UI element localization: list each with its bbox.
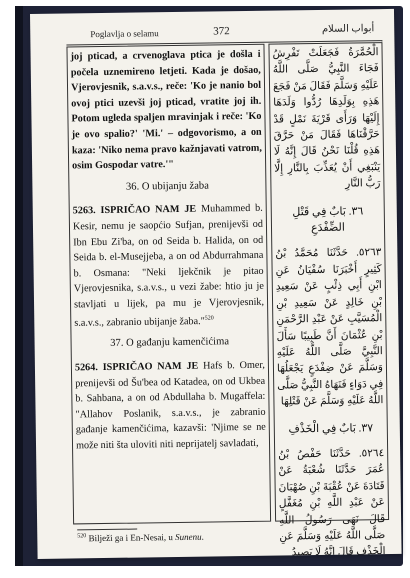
hadith-body: Hafs b. Omer, prenijevši od Šu'bea od Katadea, on od Ukbea b. Sahbana, a on od Abdullaha b. Mugaffela: "Allahov Poslanik, s.a.v.s., je zabranio gađanje kamenčićima, kazavši: 'Njime se ne može niti šta uloviti niti neprijatelj savladati, [75,359,266,452]
footnote-end: . [201,531,204,542]
book-spine [15,6,23,566]
arabic-paragraph-continuation: الْحُمَّرَةُ فَجَعَلَتْ تَفْرِشُ فَجَاءَ النَّبِيُّ صَلَّى اللَّهُ عَلَيْهِ وَسَلَّمَ فَقَالَ مَنْ فَجَعَ هَذِهِ بِوَلَدِهَا رُدُّوا وَلَدَهَا إِلَيْهَا وَرَأَى قَرْيَةَ نَمْلٍ قَدْ حَرَّقْنَاهَا فَقَالَ مَنْ حَرَّقَ هَذِهِ قُلْنَا نَحْنُ قَالَ إِنَّهُ لَا يَنْبَغِي أَنْ يُعَذِّبَ بِالنَّارِ إِلَّا رَبُّ النَّارِ [272,47,381,190]
section-heading-37: 37. O gađanju kamenčićima [110,336,230,350]
footnote-source: Sunenu [174,531,202,543]
bosnian-text-column [70,47,266,458]
hadith-5263 [73,201,265,331]
page-header [30,21,394,42]
page-number: 372 [213,25,230,38]
hadith-5264 [75,358,266,454]
hadith-lead: 5264. ISPRIČAO NAM JE [74,360,199,374]
footnote-rule [77,529,137,531]
arabic-heading-37: ٣٧. بَابٌ فِي الْخَذْفِ [288,421,374,435]
hadith-body: Muhammed b. Kesir, nemu je saopćio Sufjan, prenijevši od Ibn Ebu Zi'ba, on od Seida b. Halida, on od Seida b. el-Musejjeba, a on od Abdurrahmana b. Osmana: "Neki ljekčnik je pitao Vjerovjesnika, s.a.v.s., u vezi žabe: htio ju je stavljati u lijek, pa mu je Vjerovjesnik, s.a.v.s., zabranio ubijanje žaba." [72,203,265,329]
footnote-number: 520 [77,533,87,540]
arabic-hadith-5264: ٥٢٦٤. حَدَّثَنَا حَفْصُ بْنُ عُمَرَ حَدَّثَنَا شُعْبَةُ عَنْ قَتَادَةَ عَنْ عُقْبَةَ بْنِ صُهْبَانَ عَنْ عَبْدِ اللَّهِ بْنِ مُغَفَّلٍ قَالَ نَهَى رَسُولُ اللَّهِ صَلَّى اللَّهُ عَلَيْهِ وَسَلَّمَ عَنِ الْخَذْفِ قَالَ إِنَّهُ لَا يَصِيدُ [278,448,386,559]
chapter-title: Poglavlja o selamu [90,28,159,40]
arabic-hadith-5263: ٥٢٦٣. حَدَّثَنَا مُحَمَّدُ بْنُ كَثِيرٍ أَخْبَرَنَا سُفْيَانُ عَنِ ابْنِ أَبِي ذِئْبٍ عَنْ سَعِيدِ بْنِ خَالِدٍ عَنْ سَعِيدِ بْنِ الْمُسَيَّبِ عَنْ عَبْدِ الرَّحْمَنِ بْنِ عُثْمَانَ أَنَّ طَبِيبًا سَأَلَ النَّبِيَّ صَلَّى اللَّهُ عَلَيْهِ وَسَلَّمَ عَنْ ضِفْدَعٍ يَجْعَلُهَا فِي دَوَاءٍ فَنَهَاهُ النَّبِيُّ صَلَّى اللَّهُ عَلَيْهِ وَسَلَّمَ عَنْ قَتْلِهَا [275,247,384,408]
arabic-heading-36: ٣٦. بَابٌ فِي قَتْلِ الضِّفْدَعِ [292,205,364,235]
arabic-text-column [272,45,385,559]
hadith-lead: 5263. ISPRIČAO NAM JE [72,204,197,217]
footnote-text: Bilježi ga i En-Nesai, u [88,532,176,544]
book-page [30,9,402,559]
paragraph-continuation: joj pticad, a crvenoglava ptica je došla i počela uznemireno letjeti. Kada je došao, Vjerovjesnik, s.a.v.s., reče: 'Ko je nanio bol ovoj ptici uzevši joj pticad, vratite joj ih. Potom ugleda spaljen mravinjak i reče: 'Ko je ovo spalio?' 'Mi.' – odgovorismo, a on kaza: 'Niko nema pravo kažnjavati vatrom, osim Gospodar vatre.'" [70,48,262,172]
section-heading-36: 36. O ubijanju žaba [125,180,209,193]
chapter-title-arabic: أبواب السلام [321,23,375,35]
footnote-ref: 520 [204,314,214,322]
